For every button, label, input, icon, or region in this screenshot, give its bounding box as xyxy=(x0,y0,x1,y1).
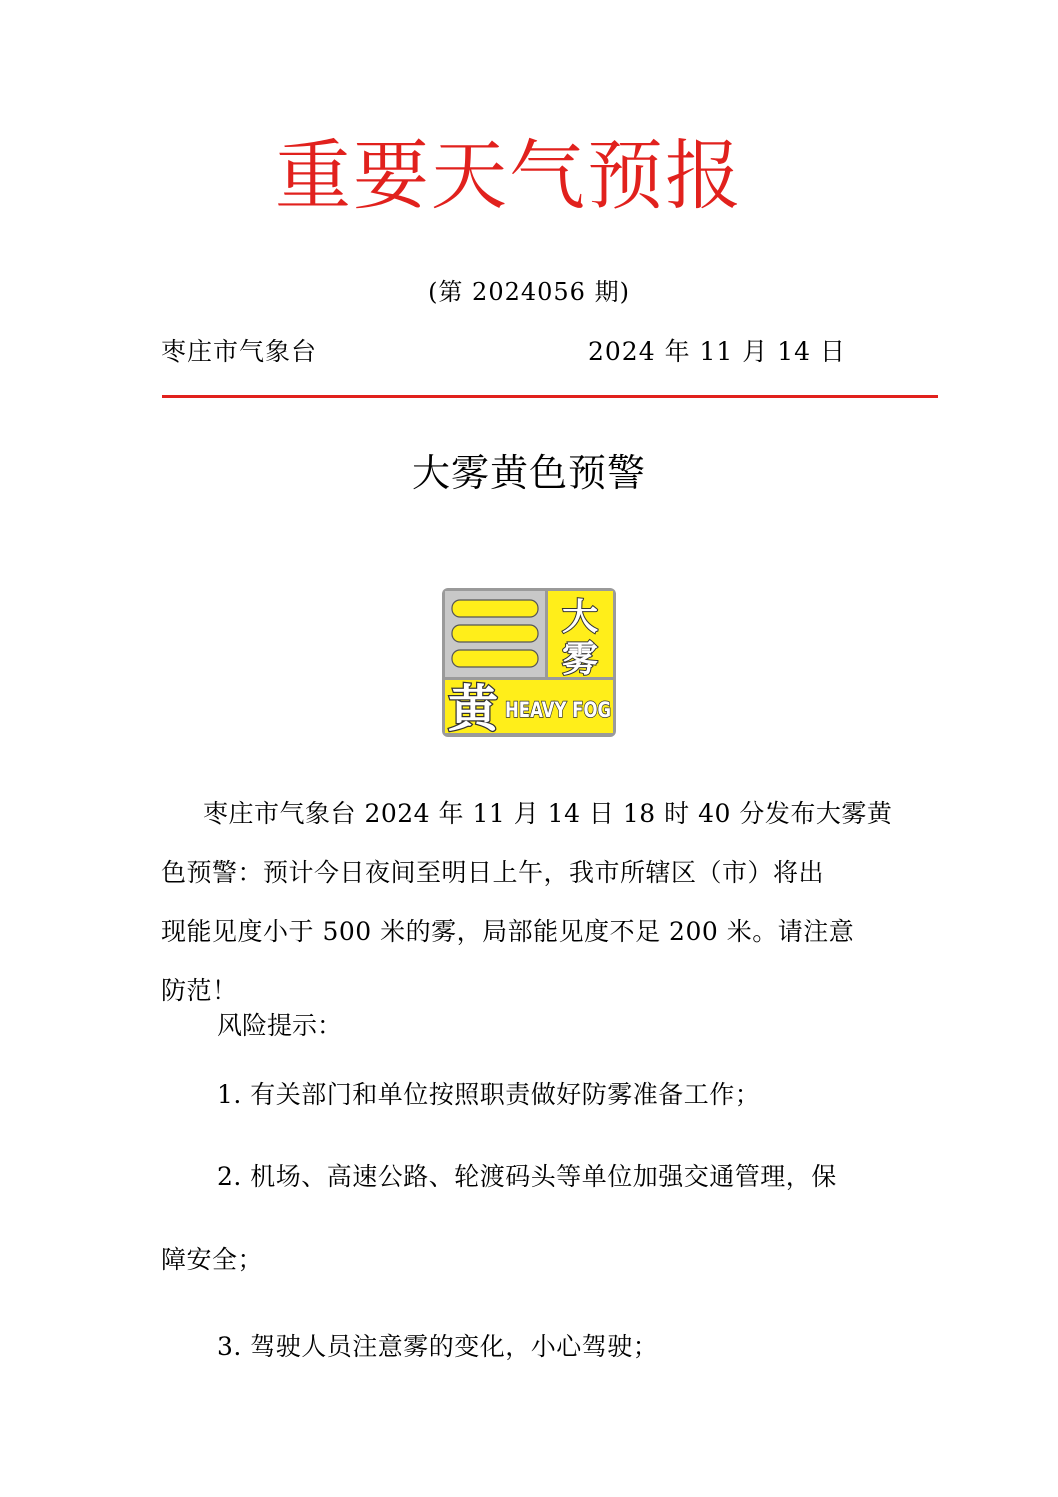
badge-main-char: 黄 xyxy=(448,680,498,738)
risk-tips-heading: 风险提示： xyxy=(217,1011,343,1040)
badge-english-label: HEAVY FOG xyxy=(505,698,611,722)
warning-body-paragraph xyxy=(161,784,901,1020)
warning-title: 大雾黄色预警 xyxy=(411,451,646,495)
risk-item-1: 1. 有关部门和单位按照职责做好防雾准备工作； xyxy=(217,1080,761,1109)
badge-side-char-2: 雾 xyxy=(561,639,599,680)
masthead-title: 重要天气预报 xyxy=(275,131,743,220)
risk-item-2-line-1: 2. 机场、高速公路、轮渡码头等单位加强交通管理，保 xyxy=(217,1162,837,1191)
header-divider xyxy=(162,395,938,398)
heavy-fog-yellow-warning-icon xyxy=(441,587,617,738)
issue-date: 2024 年 11 月 14 日 xyxy=(588,337,846,366)
risk-item-3: 3. 驾驶人员注意雾的变化，小心驾驶； xyxy=(217,1332,659,1361)
badge-side-char-1: 大 xyxy=(561,597,599,638)
body-line-4: 防范！ xyxy=(161,976,238,1005)
body-line-3: 现能见度小于 500 米的雾，局部能见度不足 200 米。请注意 xyxy=(161,917,855,946)
body-line-1: 枣庄市气象台 2024 年 11 月 14 日 18 时 40 分发布大雾黄 xyxy=(203,799,893,828)
risk-item-2-line-2: 障安全； xyxy=(161,1245,264,1274)
issue-number: (第 2024056 期) xyxy=(428,278,630,306)
issuer-name: 枣庄市气象台 xyxy=(161,337,318,366)
body-line-2: 色预警：预计今日夜间至明日上午，我市所辖区（市）将出 xyxy=(161,858,825,887)
